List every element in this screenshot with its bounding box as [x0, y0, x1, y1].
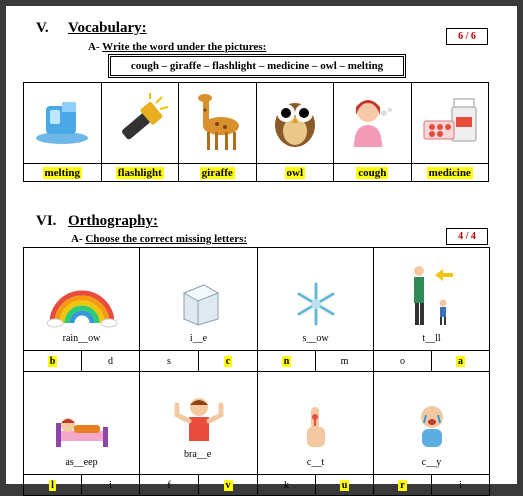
melting-ice-icon	[32, 96, 92, 146]
picture-cell	[140, 248, 258, 351]
orthography-table	[23, 247, 490, 496]
option-letter: d	[108, 355, 113, 367]
cough-icon	[346, 93, 398, 149]
picture-cell	[258, 248, 374, 351]
picture-cell	[24, 83, 102, 164]
answer-word: owl	[286, 166, 303, 179]
medicine-icon	[420, 95, 480, 147]
owl-icon	[269, 93, 321, 149]
orthography-instruction	[71, 233, 247, 245]
instruction-text: Choose the correct missing letters:	[85, 233, 248, 245]
section-number: VI.	[36, 213, 57, 229]
picture-cell	[179, 83, 257, 164]
letter-option[interactable]	[140, 475, 199, 496]
picture-cell	[334, 83, 412, 164]
letter-option[interactable]	[24, 475, 82, 496]
option-letter: u	[341, 479, 348, 491]
word-with-blank: c__y	[421, 457, 442, 468]
letter-option[interactable]	[258, 351, 316, 372]
option-letter: v	[225, 479, 231, 491]
answer-word: cough	[358, 166, 387, 179]
worksheet-page	[6, 6, 517, 491]
rainbow-icon	[47, 287, 117, 327]
answer-word: melting	[44, 166, 80, 179]
option-letter: a	[458, 355, 463, 367]
answer-cell	[411, 164, 489, 182]
giraffe-icon	[191, 90, 243, 152]
instruction-letter: A-	[71, 233, 83, 245]
letter-option[interactable]	[199, 475, 258, 496]
option-letter: s	[167, 355, 171, 367]
picture-cell	[140, 372, 258, 475]
option-letter: b	[49, 355, 56, 367]
letter-option[interactable]	[82, 475, 140, 496]
answer-cell	[24, 164, 102, 182]
answer-cell	[256, 164, 334, 182]
letter-option[interactable]	[258, 475, 316, 496]
letter-option[interactable]	[316, 475, 374, 496]
picture-cell	[24, 372, 140, 475]
letter-option[interactable]	[82, 351, 140, 372]
answer-word: giraffe	[201, 166, 233, 179]
snowflake-icon	[293, 281, 339, 327]
word-with-blank: s__ow	[302, 333, 329, 344]
letter-option[interactable]	[24, 351, 82, 372]
option-letter: n	[283, 355, 290, 367]
crying-baby-icon	[412, 403, 452, 451]
picture-cell	[374, 248, 490, 351]
option-letter: o	[400, 355, 405, 367]
vocabulary-score-box: 6 / 6	[446, 28, 488, 45]
picture-cell	[374, 372, 490, 475]
option-letter: m	[340, 355, 349, 367]
answer-cell	[179, 164, 257, 182]
option-letter: i	[459, 479, 462, 491]
answer-word: medicine	[428, 166, 471, 179]
letter-option[interactable]	[199, 351, 258, 372]
orthography-score-box: 4 / 4	[446, 228, 488, 245]
brave-boy-icon	[169, 395, 229, 443]
tall-man-icon	[407, 265, 457, 327]
word-with-blank: c__t	[306, 457, 325, 468]
instruction-letter: A-	[88, 41, 100, 53]
picture-cell	[411, 83, 489, 164]
picture-cell	[24, 248, 140, 351]
instruction-text: Write the word under the pictures:	[102, 41, 267, 53]
vocabulary-instruction	[88, 41, 266, 53]
sleeping-girl-icon	[52, 409, 112, 451]
letter-option[interactable]	[316, 351, 374, 372]
ice-cube-icon	[174, 279, 224, 327]
answer-cell	[334, 164, 412, 182]
vocabulary-heading	[36, 20, 147, 37]
word-with-blank: bra__e	[184, 449, 212, 460]
answer-cell	[101, 164, 179, 182]
option-letter: i	[109, 479, 112, 491]
vocabulary-table	[23, 82, 489, 182]
option-letter: r	[400, 479, 405, 491]
cut-finger-icon	[301, 403, 331, 451]
word-bank: cough – giraffe – flashlight – medicine – owl – melting	[110, 56, 404, 76]
letter-option[interactable]	[374, 351, 432, 372]
option-letter: k	[284, 479, 289, 491]
answer-word: flashlight	[117, 166, 162, 179]
letter-option[interactable]	[432, 351, 490, 372]
option-letter: f	[167, 479, 171, 491]
word-with-blank: as__eep	[65, 457, 98, 468]
letter-option[interactable]	[374, 475, 432, 496]
picture-cell	[101, 83, 179, 164]
option-letter: c	[225, 355, 231, 367]
picture-cell	[258, 372, 374, 475]
word-with-blank: t__ll	[422, 333, 441, 344]
section-title: Orthography:	[68, 213, 158, 229]
section-number: V.	[36, 20, 49, 36]
option-letter: l	[51, 479, 54, 491]
flashlight-icon	[110, 93, 170, 149]
section-title: Vocabulary:	[68, 20, 147, 36]
picture-cell	[256, 83, 334, 164]
word-with-blank: i__e	[189, 333, 208, 344]
orthography-heading	[36, 213, 158, 230]
letter-option[interactable]	[140, 351, 199, 372]
letter-option[interactable]	[432, 475, 490, 496]
word-with-blank: rain__ow	[62, 333, 101, 344]
